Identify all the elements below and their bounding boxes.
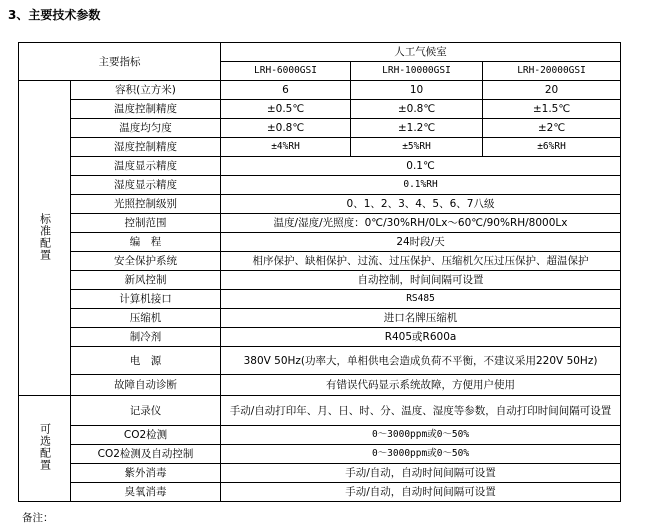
row-label: 紫外消毒 <box>71 464 221 483</box>
cell-value: ±1.2℃ <box>351 119 483 138</box>
table-row <box>19 157 621 176</box>
cell-value: 手动/自动，自动时间间隔可设置 <box>221 464 621 483</box>
cell-value: 0.1%RH <box>221 176 621 195</box>
row-label: 温度显示精度 <box>71 157 221 176</box>
cell-value: ±6%RH <box>483 138 621 157</box>
table-row <box>19 309 621 328</box>
cell-value: ±5%RH <box>351 138 483 157</box>
table-row <box>19 328 621 347</box>
cell-value: ±2℃ <box>483 119 621 138</box>
cell-value: 20 <box>483 81 621 100</box>
cell-value: 10 <box>351 81 483 100</box>
note-label: 备注： <box>22 512 54 524</box>
row-label: 故障自动诊断 <box>71 375 221 396</box>
cell-value: 380V 50Hz(功率大，单相供电会造成负荷不平衡，不建议采用220V 50Hz) <box>221 347 621 375</box>
spec-table <box>18 42 621 502</box>
row-label: 制冷剂 <box>71 328 221 347</box>
cell-value: R405或R600a <box>221 328 621 347</box>
cell-value: 进口名牌压缩机 <box>221 309 621 328</box>
header-row <box>19 43 621 62</box>
table-row <box>19 271 621 290</box>
row-label: 电 源 <box>71 347 221 375</box>
table-row <box>19 195 621 214</box>
header-indicator: 主要指标 <box>19 43 221 81</box>
table-row <box>19 214 621 233</box>
row-label: 容积(立方米) <box>71 81 221 100</box>
cell-value: ±0.5℃ <box>221 100 351 119</box>
group-standard-label: 标准配置 <box>38 212 52 261</box>
table-row <box>19 233 621 252</box>
model-name: LRH-20000GSI <box>483 62 621 81</box>
table-row <box>19 138 621 157</box>
cell-value: ±0.8℃ <box>351 100 483 119</box>
row-label: 计算机接口 <box>71 290 221 309</box>
table-row <box>19 445 621 464</box>
group-optional-label: 可选配置 <box>38 423 52 471</box>
cell-value: ±4%RH <box>221 138 351 157</box>
cell-value: 0～3000ppm或0～50% <box>221 445 621 464</box>
row-label: 温度控制精度 <box>71 100 221 119</box>
cell-value: 0、1、2、3、4、5、6、7八级 <box>221 195 621 214</box>
cell-value: 手动/自动打印年、月、日、时、分、温度、湿度等参数，自动打印时间间隔可设置 <box>221 396 621 426</box>
row-label: CO2检测及自动控制 <box>71 445 221 464</box>
table-row <box>19 375 621 396</box>
table-row <box>19 347 621 375</box>
group-standard <box>19 81 71 396</box>
header-product: 人工气候室 <box>221 43 621 62</box>
cell-value: ±1.5℃ <box>483 100 621 119</box>
table-row <box>19 119 621 138</box>
row-label: 压缩机 <box>71 309 221 328</box>
table-row <box>19 290 621 309</box>
group-optional <box>19 396 71 502</box>
table-row <box>19 100 621 119</box>
table-row <box>19 396 621 426</box>
cell-value: 6 <box>221 81 351 100</box>
cell-value: 0～3000ppm或0～50% <box>221 426 621 445</box>
row-label: 湿度显示精度 <box>71 176 221 195</box>
row-label: 控制范围 <box>71 214 221 233</box>
section-heading: 3、主要技术参数 <box>8 8 101 22</box>
cell-value: ±0.8℃ <box>221 119 351 138</box>
cell-value: 手动/自动，自动时间间隔可设置 <box>221 483 621 502</box>
row-label: 编 程 <box>71 233 221 252</box>
table-row <box>19 426 621 445</box>
cell-value: 温度/湿度/光照度：0℃/30%RH/0Lx～60℃/90%RH/8000Lx <box>221 214 621 233</box>
table-row <box>19 464 621 483</box>
cell-value: 0.1℃ <box>221 157 621 176</box>
table-row <box>19 81 621 100</box>
cell-value: RS485 <box>221 290 621 309</box>
table-row <box>19 252 621 271</box>
table-row <box>19 176 621 195</box>
table-row <box>19 483 621 502</box>
row-label: CO2检测 <box>71 426 221 445</box>
model-name: LRH-10000GSI <box>351 62 483 81</box>
cell-value: 24时段/天 <box>221 233 621 252</box>
row-label: 记录仪 <box>71 396 221 426</box>
row-label: 安全保护系统 <box>71 252 221 271</box>
model-name: LRH-6000GSI <box>221 62 351 81</box>
cell-value: 相序保护、缺相保护、过流、过压保护、压缩机欠压过压保护、超温保护 <box>221 252 621 271</box>
row-label: 湿度控制精度 <box>71 138 221 157</box>
row-label: 新风控制 <box>71 271 221 290</box>
row-label: 臭氧消毒 <box>71 483 221 502</box>
cell-value: 有错误代码显示系统故障，方便用户使用 <box>221 375 621 396</box>
cell-value: 自动控制，时间间隔可设置 <box>221 271 621 290</box>
row-label: 温度均匀度 <box>71 119 221 138</box>
row-label: 光照控制级别 <box>71 195 221 214</box>
